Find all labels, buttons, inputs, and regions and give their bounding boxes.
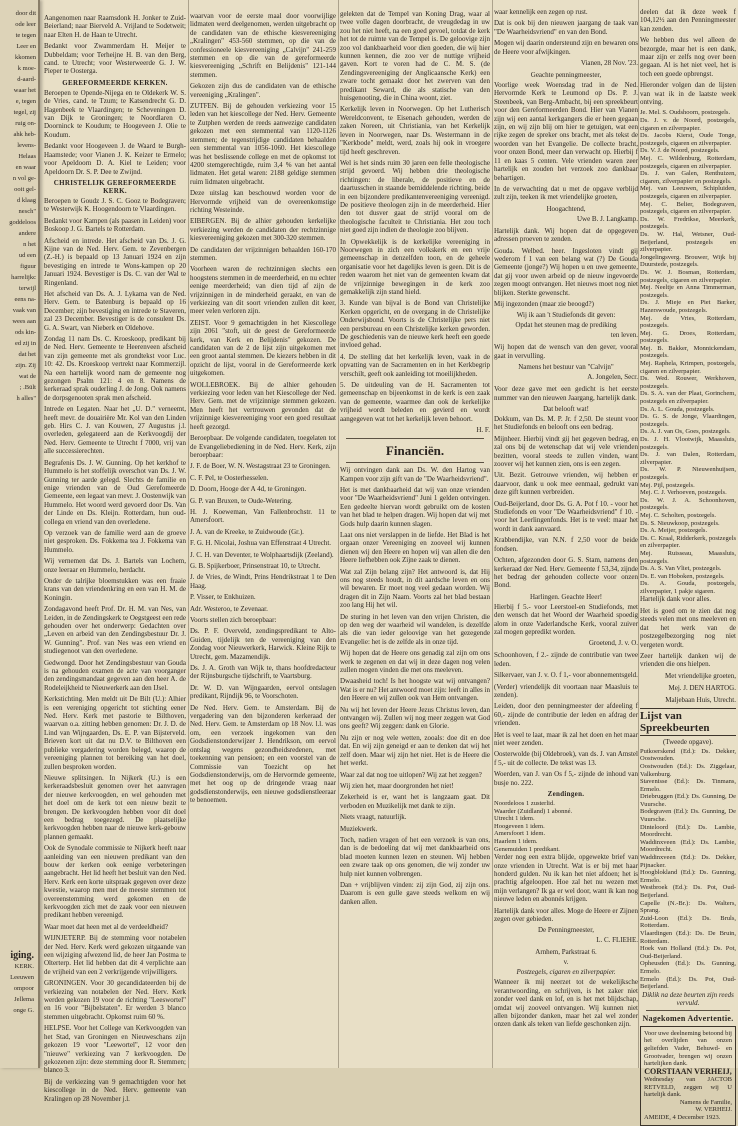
text-line: d klaag — [17, 197, 36, 204]
paragraph: Ds. J. A. Groth van Wijk te, thans hoofdredacteur der Rijnsburgsche tijdschrift, te Vaartsburg. — [190, 664, 336, 681]
separator-mark: v. — [563, 958, 569, 967]
paragraph: Dan + vrijblijven vinden: zij zijn God, zij zijn ons. Daarom is een gulle gave steeds welkom en wij danken allen. — [340, 880, 490, 906]
text-line: ruig on- — [15, 120, 36, 127]
text-line: zijn. Zij — [15, 362, 36, 369]
list-item: Ds. Jacobs Kierst, Oude Tonge, postzegels, cigaren en zilverpapier. — [640, 132, 736, 147]
list-item: Waarder (Zuidland) 1 abonné. — [494, 807, 573, 815]
paragraph: Mogen wij daarin ondersteund zijn en bewaren ons de Heere voor afwijkingen. — [494, 39, 638, 56]
text-line: ahk heb- — [13, 131, 36, 138]
list-item: Mej. C. Scholten, postzegels. — [640, 511, 717, 519]
text-line: eens na- — [14, 296, 36, 303]
text-line: Capelle (N.-Br.): Ds. Walters, Sprang. — [640, 899, 736, 915]
column-4 — [494, 0, 638, 1068]
list-item: Ds. J. v. de Noord, postzegels, cigaren en zilverpapier. — [640, 117, 736, 132]
paragraph: Ook de Synodale commissie te Nijkerk heeft naar aanleiding van een nieuwen predikant van den bouw der kerken ook eenige verbeteringen aangebracht. Het lid heeft het besluit van den Ned. Herv. Kerk een korte uitspraak gegeven over deze kwestie, waarop men met de meeste stemmen tot overeenstemming werd gekomen en de kerkvoogden zich met de zaak voor een nieuwen predikant hebben vereenigd. — [44, 844, 186, 920]
paragraph: J. de Vries, de Windt, Prins Hendrikstraat 1 te Den Haag. — [190, 573, 336, 590]
divider — [346, 462, 484, 463]
paragraph: Het is veel te laat, maar ik zal het doen en het maar niet weer zenden. — [494, 730, 638, 747]
text-line: goddeloos — [9, 219, 36, 226]
paragraph: Zeer hartelijk danken wij de vrienden die ons hielpen. — [640, 651, 736, 669]
list-item: Ds. A. L. Gouda, postzegels. — [640, 405, 715, 413]
section-subheading: Zendingen. — [547, 790, 585, 799]
text-line: Opheusden (Ed.): Ds. Gunning, Ermelo. — [640, 960, 736, 975]
paragraph: Onder de talrijke bloemstukken was een fraaie krans van den vriendenkring en een van H. M. de Koningin. — [44, 576, 186, 602]
text-line: ed zij in — [15, 340, 36, 347]
list-item: Ds. A. Meijer, postzegels. — [640, 527, 708, 535]
text-line: door dit — [15, 10, 36, 17]
text-line: Ermelo (Ed.): Ds. Pot, Oud-Beijerland. — [640, 975, 736, 991]
paragraph: Gekozen zijn dus de candidaten van de ethische vereeniging „Kralingen". — [190, 82, 336, 99]
paragraph: Kerkelijk leven in Noorwegen. Op het Lutherisch Wereldconvent, te Eisenach gehouden, werden de zaken Noreen, uit Christiania, van het Kerkelijk leven in Noorwegen, naar Ds. Westermann in de "Kerkbode" meldt, werd, zoals hij ook in vroegere tijd heeft geschreven. — [340, 105, 490, 156]
address: Arnhem, Parkstraat 6. — [535, 948, 597, 957]
list-item: Ds. S. A. van der Plaat, Gorinchem, postzegels en zilverpapier. — [640, 390, 736, 406]
subheading-postzegels: Postzegels, cigaren en zilverpapier. — [516, 968, 616, 977]
paragraph: Bedankt voor Hoogeveen J. de Waard te Burgh-Haamstede; voor Vianen J. K. Keizer te Ermelo; voor Apeldoorn D. A. Kiel te Leiden; voor Apeldoorn Dr. S. P. Dee te Zwijnd. — [44, 142, 186, 176]
text-line: Leer en — [16, 43, 36, 50]
verse-line: ten leven. — [610, 331, 638, 340]
paragraph: Waar moet dat heen met al de verdeeldheid? — [44, 922, 169, 931]
paragraph: Wij hopen dat de wensch van den gever, vooral gaat in vervulling. — [494, 343, 638, 360]
text-line: dat het — [18, 351, 36, 358]
paragraph: Wij vernemen dat Ds. J. Bartels van Lochem, onze leeraar en Hummelo, herdacht. — [44, 557, 186, 574]
text-line: e, tegen — [15, 98, 36, 105]
paragraph: Kerkstichting. Men meldt uit De Bilt (U.): Alhier is een vereniging opgericht tot stichting eener Ned. Herv. Kerk met pastorie te Bilthoven, waarvan o.a. zitting hebben genomen: Dr. J. D. de Lind van Wijngaarden, Ds. E. P. van Bijsterveld. Brieven kort uit dat nu D.V. te Bilthoven een publieke vergadering worden belegd, waarop de vereeniging plannen tot bereiking van het doel, zullen besproken worden. — [44, 695, 186, 771]
salutation: Geachte penningmeester, — [530, 71, 602, 80]
list-item: Mej. Raphela, Krimpen, postzegels, cigaren en zilverpapier. — [640, 360, 736, 375]
paragraph: Beroepen te Goudz J. S. C. Gooz te Bodegraven; te Westerwijk K. Hoogendoorn te Vlaardingen. — [44, 196, 186, 214]
text-line: Leeuwen — [10, 974, 34, 981]
text-line: harrelijkc — [11, 274, 36, 281]
text-line: wees aan — [12, 318, 36, 325]
spreekbeurten-list — [640, 748, 736, 991]
paragraph: Voorlige week Woensdag trad in de Ned. Hervormde Kerk te Leumond op Ds. P. J. Steenbeek, van Berg-Ambacht, bij een spreekbeurt voor den Gereformeerden Bond. Hier van Vianen zijn wij een aantal kerkgangers die er heen gegaan zijn, en wij zijn blij om hier te getuigen, wat een rijke zegen de spreker ons bracht, met als tekst de woorden van het Evangelie. De collecte bracht, voor onzen Bond, meer dan verwacht op. Hierbij f 11 en kaas 5 centen. Vele vrienden waren zeer hartelijk en zouden het verzoek zoo dankbaar behartigen. — [494, 81, 638, 182]
list-item: Mej. B. Bakker, Monnickendam, postzegels. — [640, 344, 736, 360]
list-item: Mej. Ruisseau, Maassluis, postzegels. — [640, 549, 736, 565]
text-line: Hoogblokland (Ed.): Ds. Gunning, Ermelo. — [640, 869, 736, 884]
list-item: Ds. V. J. de Noord, postzegels. — [640, 147, 720, 155]
paragraph: waarvan voor de eerste maal door voorwijlige lidmaten werd deelgenomen, werden uitgebracht op de candidaten van de ethische kiesvereeniging „Kralingen" 453-560 stemmen, op die van de confessioneele kiesvereeniging „Calvijn" 241-259 stemmen en op die van de gereformeerde kiesvereeniging „Schrift en Belijdenis" 121-144 stemmen. — [190, 12, 336, 79]
paragraph: Schoonhoven, f 2.- zijnde de contributie van twee leden. — [494, 651, 638, 668]
advertisement-signoff: Namens de Familie, — [679, 1098, 732, 1106]
paragraph: In de verwachting dat u met de opgave verblijd zult zijn, teeken ik met vriendelijke groeten, — [494, 184, 638, 202]
list-item: Ds. W. J. Bosman, Rotterdam, postzegels, cigaren en zilverpapier. — [640, 268, 736, 284]
list-item: Ds. J. van Galen, Renthuizen, cigaren, zilverpapier en postzegels. — [640, 170, 736, 185]
paragraph: Oud-Beijerland, door Ds. G. A. Pot f 10. - voor het Studiefonds en voor "De Waarheidsvriend" f 10. - voor het Leerlingenfonds. Het is te veel: maar het wordt in dank aanvaard. — [494, 499, 638, 533]
list-item: Mej. Pijl, postzegels. — [640, 481, 695, 489]
signature: A. Jongelen, Secr. — [587, 373, 638, 382]
text-line: Jellema — [14, 996, 34, 1003]
text-line: terwijl — [19, 285, 36, 292]
paragraph: G. B. Spijkerboer, Prinsenstraat 10, te Utrecht. — [190, 561, 321, 570]
paragraph: Muziekwerk. — [340, 824, 378, 833]
list-item: Ds. Wed. Rouwer, Werkhoven, postzegels. — [640, 375, 736, 390]
text-line: ooit gel- — [14, 186, 36, 193]
list-item: Ds. W. P. Nieuwenhuijsen, postzegels. — [640, 466, 736, 481]
spreekbeurten-heading: Lijst van Spreekbeurten — [640, 708, 736, 736]
advertisement-text: Wednesday van JACTOB RETVELD, zeggen wij U hartelijk dank. — [644, 1076, 732, 1099]
paragraph: Ochten, afgezonden door G. S. Stam, namens den kerkeraad der Ned. Herv. Gemeente f 53,34, zijnde het bedrag der gehouden collecte voor onzen Bond. — [494, 556, 638, 590]
paragraph: Voor deze gave met een gedicht is het eerste nummer van den nieuwen Jaargang, hartelijk dank. — [494, 385, 638, 402]
column-5 — [640, 0, 736, 1122]
address: Maljebaan Huis, Utrecht. — [665, 695, 736, 704]
text-line: Dinteloord (Ed.): Ds. Lambie, Moordrecht. — [640, 823, 736, 839]
spreekbeurten-footnote: Diklik na deze beurten zijn reeds vervuld. — [642, 990, 734, 1007]
verse-line: Opdat het steunen mag de prediking — [515, 321, 617, 330]
paragraph: Beroepen te Opende-Nijega en te Oldekerk W. S. de Vries, cand. te Tzum; te Katsendrecht G. D. Hagenbeek te Vlaardingen; te Scheveningen D. van Dijk te Groningen; te Noordlaren O. Doorninck te Koudum; te Hoogeveen J. Olie te Koudum. — [44, 88, 186, 139]
column-2 — [190, 0, 336, 1068]
section-heading-financien: Financiën. — [385, 443, 445, 459]
text-line: Waddinxveen (Ed.): Ds. Dekker, Pijnacker. — [640, 854, 736, 869]
text-line: Oostwouden (Ed.): Ds. Ziggelaar, Valkenburg. — [640, 762, 736, 778]
paragraph: Beroepbaar. De volgende candidaten, toegelaten tot de Evangeliebediening in de Ned. Herv. Kerk, zijn beroepbaar: — [190, 434, 336, 459]
paragraph: J. F. de Boer, W. N. Westagstraat 23 te Groningen. — [190, 462, 331, 471]
text-line: tegel, zij — [13, 109, 36, 116]
paragraph: We hebben dus wel alleen de bezorgde, maar het is een dank, maar zijn er zelfs nog over been gegaan. Al is het niet veel, het is toch een goede opbrengst. — [640, 36, 736, 78]
list-item: Mej. C. Wildenburg, Rotterdam, postzegels, cigaren en zilverpapier. — [640, 155, 736, 170]
signature: Groetend, J. v. O. — [588, 639, 638, 648]
paragraph: Ds. P. F. Overveld, zendingspredikant te Alto-Guiden, tijdelijk ten de vereeniging van den Zondag voor Nieuwerkerk, Harwick. Kleine Rijk te Utrecht, gem. Mazamendijk. — [190, 627, 336, 661]
paragraph: Het is goed om te zien dat nog steeds velen met ons meeleven en dat het werk van de postzegelbezorging nog niet vergeten wordt. — [640, 606, 736, 649]
list-item: Ds. W. Hal, Wetsner, Oud-Beijerland, postzegels en zilverpapier. — [640, 230, 736, 254]
signature: Uwe B. J. Langkamp. — [576, 214, 638, 223]
text-line: Hoek van Holland (Ed.): Ds. Pot, Oud-Beijerland. — [640, 945, 736, 960]
list-item: Mej. C. Belier, Bodegraven, postzegels, cigaren en zilverpapier. — [640, 200, 736, 216]
text-line: waar het — [13, 87, 36, 94]
paragraph: Deze uitslag kan beschouwd worden voor de Hervormde vrijheid van de overeenkomstige richting Westeinde. — [190, 189, 336, 214]
text-line: Putkoerskend (Ed.): Ds. Dekker, Oostwouden. — [640, 747, 736, 763]
paragraph: GRONINGEN. Voor 30 gecandidateerden bij de verkiezing van notabelen der Ned. Herv. Kerk werden gekozen 19 voor de richting "Leeswortel" en 16 voor "Bijbelstaten". Er werden 3 blanco stemmen uitgebracht. Opkomst ruim 60 %. — [44, 979, 186, 1021]
text-line: Waddinxveen (Ed.): Ds. Lambie, Moordrecht. — [640, 838, 736, 854]
paragraph: Silkervaer, van J. v. O. f 1,- voor abonnementsgeld. — [494, 671, 638, 680]
paragraph: Nu zijn er nog vele wetten, zooals: doe dit en doe dat. En wij zijn geneigd er aan te denken dat wij het zelf doen. Maar wij zijn het niet. Het is de Heere die het werkt. — [340, 733, 490, 768]
paragraph: Mijnheer. Hierbij vindt gij het gegeven bedrag, en zal ons bij de wetenschap dat wij vele vrienden bezitten, vooral steeds te zullen vinden, want zoover wij het kunnen zien, ons is een zegen. — [494, 434, 638, 469]
list-item: Ds. W. Fredrikse, Meerkerk, postzegels. — [640, 215, 736, 231]
text-line: Driebruggen (Ed.): Ds. Gunning, De Vuursche. — [640, 793, 736, 808]
list-item: Genemuiden 1 predikant. — [494, 845, 560, 853]
paragraph: P. Visser, te Enkhuizen. — [190, 593, 256, 602]
paragraph: Niets vraagt, natuurlijk. — [340, 813, 407, 822]
list-item: Mej. G. Droes, Rotterdam, postzegels. — [640, 329, 736, 345]
spreekbeurten-subheading: (Tweede opgave). — [662, 737, 714, 746]
list-item: Ds. A. J. van Os, Goes, postzegels. — [640, 428, 731, 436]
paragraph: H. J. Koeweman, Van Fallenbrochstr. 11 te Amersfoort. — [190, 507, 336, 525]
text-line: Bodegraven (Ed.): Ds. Gunning, De Vuursche. — [640, 808, 736, 824]
text-line: Vlaardingen (Ed.): Ds. De Bruin, Rotterdam. — [640, 929, 736, 945]
text-line: levens- — [17, 142, 36, 149]
paragraph: Wij hopen dat de Heere ons genadig zal zijn om ons werk te zegenen en dat wij in deze dagen nog velen zullen mogen vinden die met ons meeleven. — [340, 649, 490, 675]
list-item: Ds. A. Gouda, postzegels, zilverpapier, 1 pakje sigaren. — [640, 580, 736, 595]
advertisement-place-date: AMEIDE, 4 December 1923. — [644, 1114, 721, 1122]
paragraph: Hierbij f 5.- voor Leerstoel-en Studiefonds, met den wensch dat het Woord der Waarheid spoedig alom in onze Vaderlandsche Kerk, vooral zuiver zal mogen gepredikt worden. — [494, 602, 638, 636]
list-item: Mej. de Vries, Rotterdam, postzegels. — [640, 314, 736, 330]
paragraph: Hartelijk dank voor alles. — [640, 595, 712, 604]
list-item: Ds. C. Kraal, Ridderkerk, postzegels en zilverpapier. — [640, 534, 736, 550]
text-line: n vol ge- — [12, 175, 36, 182]
paragraph: Oosterwolde (bij Oldebroek), van ds. J. van Amstel f 5,- uit de collecte. De tekst was 13. — [494, 750, 638, 767]
paragraph: Afscheid en intrede. Het afscheid van Ds. J. G. Kijne van de Ned. Herv. Gem. te Zevenbergen (Z.-H.) is bepaald op 13 Januari 1924 en zijn bevestiging en intrede te Wons-kampen op 20 Januari 1924. Bevestiger is Ds. C. van der Wal te Ringenland. — [44, 236, 186, 287]
text-line: figuur — [20, 263, 36, 270]
column-3 — [340, 0, 490, 1068]
paragraph: ZUTFEN. Bij de gehouden verkiezing voor 15 leden van het kiescollege der Ned. Herv. Gemeente te Zutphen werden de reeds aanwezige candidaten gekozen met een stemmental van 1120-1126 stemmen; de tegenstrijdige candidaten behaalden een stemmental van 1056-1060. Het kiescollege was het beslissende college en met de opkomst tot 4200 stemgerechtigde, ruim 3,4 % van het aantal lidmaten. Het getal waren: 2188 geldige stemmen ruim lidmaten uitgebracht. — [190, 102, 336, 186]
paragraph: 4. De stelling dat het kerkelijk leven, vaak in de opvatting van de Sacramenten en in het Kerkbegrip verschilt, geeft ook aanleiding tot moeilijkheden. — [340, 352, 490, 378]
list-item: Jongelingsverg. Brouwer, Wijk bij Duurstede, postzegels. — [640, 253, 736, 269]
remark: Dat belooft wat! — [543, 405, 589, 413]
text-line: ud een — [18, 252, 36, 259]
list-item: Ds. J. van Dalen, Rotterdam, zilverpapier. — [640, 451, 736, 466]
paragraph: Woerden, van J. van Os f 5,- zijnde de inhoud van busje no. 222. — [494, 770, 638, 787]
paragraph: EIBERGEN. Bij de alhier gehouden kerkelijke verkiezing werden de candidaten der rechtzinnige kiesvereeniging gekozen met 300-320 stemmen. — [190, 217, 336, 243]
paragraph: Zekerheid is er, want het is langzaam gaat. Dit verboden en Muzikelijk met dank te zijn. — [340, 793, 490, 810]
paragraph: Uit. Bezit. Getrouwe vrienden, wij hebben er daarvoor, dank u ook mee eenmaal, gedrukt van deze gift kunnen verbreiden. — [494, 471, 638, 497]
paragraph: Aangenomen naar Raamsdonk H. Jonker te Zuid-Beierland; naar Bierveld A. Vrijland te Sodetweit; naar Elten H. de Haan te Utrecht. — [44, 14, 186, 39]
text-line: ompoor — [13, 985, 34, 992]
paragraph: Toch, nadien vragen of het een verzoek is van ons, dan is de bedoeling dat wij met dankbaarheid ons blad moeten kunnen lezen en steunen. Wij hebben een zware taak op ons genomen, die wij zonder uw hulp niet kunnen volbrengen. — [340, 835, 490, 878]
paragraph: Voorheen waren de rechtzinnigen slechts een hoogstens stemmen in de meerderheid, en nu echter eenige meerderheid; van dien tijd af zijn de vrijzinnigen in de minderheid geraakt, en van de verkiezing van dit soort vrienden zullen dit keer, meer velen verloren zijn. — [190, 265, 336, 316]
paragraph: C. F. Pel, te Oosterhesselen. — [190, 473, 269, 482]
paragraph: 3. Kunde van bijval is de Bond van Christelijke Kerken opgericht, en de overgang in de Christelijke Onderwijsbond. Voorts is de Christelijke pers niet een persbureau en een Christelijke kerken geworden. De geschiedenis van de nieuwe kerk heeft een goede invloed gehad. — [340, 299, 490, 350]
advertisement-box — [640, 1026, 736, 1126]
paragraph: (Verder) vriendelijk dit voortaan naar Maasluis te zenden). — [494, 682, 638, 699]
paragraph: Zondagavond heeft Prof. Dr. H. M. van Nes, van Leiden, in de Zendingskerk te Oegstgeest een rede gehouden over het onderwerp: Gedachten over „Leven en arbeid van den Zendingsbestuur Dr. J. W. Gunning". Prof. van Nes was een vriend en studiegenoot van den overledene. — [44, 605, 186, 656]
paragraph: Waar zal dat nog toe uitlopen? Wij zat het zeggen? — [340, 770, 482, 779]
section-subheading: CHRISTELIJK GEREFORMEERDE KERK. — [53, 178, 177, 195]
column-1 — [44, 0, 186, 1103]
salutation: Harlingen. Geachte Heer! — [529, 592, 603, 601]
paragraph: Wat zal Zijn belang zijn? Het antwoord is, dat Hij ons nog steeds houdt, in dit aardsche leven en ons wil bewaren. Er moet nog veel gedaan worden. Wij dragen dit in Zijn Naam. Voorts zal het blad bestaan zoo lang Hij het wil. — [340, 567, 490, 610]
section-subheading: GEREFORMEERDE KERKEN. — [62, 78, 168, 87]
paragraph: Bedankt voor Kampen (als paasen in Leiden) voor Boskoop J. G. Bartels te Rotterdam. — [44, 216, 186, 234]
signature: L. C. FLIEHE. — [596, 936, 638, 945]
paragraph: Intrede en Legaten. Naar het „U. D." verneemt, heeft mevr. de douairière Mr. Kol van den Linden geb. Hirs C. J. van Kouwen, 27 Augustus j.l. overleden, gelegateerd aan de Kerkvoogdij der Ned. Herv. Gemeente te Utrecht f 7000, vrij van alle successierechten. — [44, 405, 186, 456]
dateline: Vianen, 28 Nov. '23. — [580, 59, 638, 68]
paragraph: Wij zien het, maar doorgronden het niet! — [340, 781, 454, 790]
list-item: Ds. S. Nieuwkoop, postzegels. — [640, 519, 720, 527]
paragraph: Mij ingezonden (maar zie beoogd?) — [494, 299, 594, 308]
paragraph: Nu wij het leven der Heere Jezus Christus leven, dan ontvangen wij. Zullen wij nog meer zeggen wat God ons geeft? Wij zeggen: dank en Glorie. — [340, 705, 490, 731]
text-line: h alles" — [16, 395, 36, 402]
list-item: Utrecht 1 idem. — [494, 815, 535, 823]
fold-bottom-lines — [2, 963, 36, 1015]
closing: Hoogachtend, — [546, 204, 586, 213]
paragraph: Laat ons niet verslappen in de liefde. Het Blad is het orgaan onzer Vereeniging en zooveel wij kunnen dienen wij den Heere en hopen wij van allen die den Heere liefhebben ook Zijne zaak te dienen. — [340, 530, 490, 565]
text-line: te tegen — [15, 32, 36, 39]
list-item: Ds. E. van Hoboken, postzegels. — [640, 572, 725, 580]
paragraph: Hieronder volgen dan de lijsten van wat ik in de laatste week ontving. — [640, 81, 736, 107]
list-item: Ds. J. Mieje en Piet Barker, Hazerswoude, postzegels. — [640, 299, 736, 314]
text-line: en waar — [15, 164, 36, 171]
text-line: Stavenisse (Ed.): Ds. Tinmans, Ermelo. — [640, 778, 736, 793]
divider — [346, 438, 484, 439]
paragraph: F. G. H. Nicolai, Joshua van Effenstraat 4 Utrecht. — [190, 539, 332, 548]
verse-line: Wij ik aan 't Studiefonds dit geven: — [516, 311, 616, 320]
list-item: Haarlem 1 idem. — [494, 838, 538, 845]
list-item: Noordeloos 1 zusterlid. — [494, 800, 555, 808]
paragraph: J. A. van de Kreeke, te Zuidwoude (Gr.). — [190, 527, 304, 536]
paragraph: Dat is ook bij den nieuwen jaargang de taak van "De Waarheidsvriend" en van den Bond. — [494, 19, 638, 36]
list-item: Ds. J. H. Vlootwijk, Maassluis, postzegels. — [640, 436, 736, 451]
paragraph: waar kennelijk een zegen op rust. — [494, 8, 588, 16]
paragraph: De candidaten der vrijzinnigen behaalden 160-170 stemmen. — [190, 245, 336, 262]
paragraph: Dwaasheid toch! Is het hoogste wat wij ontvangen? Wat is er nu? Het antwoord moet zijn: leeft in alles in den Heere en wij zullen ook van Hem ontvangen. — [340, 677, 490, 703]
on-behalf-line: Namens het bestuur van "Calvijn" — [518, 363, 614, 372]
fold-bottom-heading: iging. — [10, 950, 34, 961]
paragraph: Gedwongd. Door het Zendingsbestuur van Gouda is na gehouden examen de acte van voorganger den zendingsmandaat gegeven aan den heer A. de Rodeleijkheid te Nieuwerkerk aan den IJsel. — [44, 658, 186, 692]
paragraph: Nieuwe splitsingen. In Nijkerk (U.) is een kerkeraadsbesluit genomen over het aanvragen der nieuwe kerkvoogden, en wel gehouden met het doel om de kerk tot een nieuw bezit te brengen. De kerkvoogden hebben voor dit doel een bedrag toegezegd. De plaatselijke kerkvoogden hebben naar de nieuwe kerk-gebouw plannen gemaakt. — [44, 773, 186, 841]
paragraph: Wanneer ik mij neerzet tot de wekelijksche verantwoording, en schrijven, is het zaker niet zonder veel dank en lof, en is het met blijdschap, omdat wij zooveel ontvangen. Wij kunnen niet allen bijzonder danken, maar het zal wel zonder onzen dank als teken van liefde geschonken zijn. — [494, 978, 638, 1029]
list-item: Ds. G. S. de Jonge, Vlaardingen, postzegels. — [640, 413, 736, 428]
paragraph: WIJNJETERP. Bij de stemming voor notabelen der Ned. Herv. Kerk werd gekozen uitgaande van een wijziging afwezend lid, de heer Jan Postma te Olterterp. Het lid hebben dat dit 4 verplichte aan de vrijheid van een 2 verkrijgende vrijwilligers. — [44, 934, 186, 976]
text-line: Westbroek (Ed.): Ds. Pot, Oud-Beijerland. — [640, 884, 736, 899]
list-item: Mej. Neeltje en Anna Timmerman, postzegels. — [640, 284, 736, 299]
divider — [646, 1010, 730, 1011]
signature: H. F. — [476, 426, 490, 435]
paragraph: Hartelijk dank voor alles. Moge de Heere er Zijnen zegen over gebieden. — [494, 906, 638, 924]
signature: Mej. J. DEN HARTOG. — [668, 683, 736, 692]
paragraph: Bij de verkiezing van 9 gemachtigden voor het kiescollege in de Ned. Herv. gemeente van Kralingen op 28 November j.l. — [44, 1077, 186, 1103]
paragraph: gelekten dat de Tempel van Koning Drag, waar al twee volle dagen doorbracht, de vreugdedag in uw zou het niet heeft, na een goed gevoel, totdat de kerk het tot de ruimte van de Tempel is. De geloovige zijn zoo vol dankbaarheid voor dien goeden, die wij hier kunnen kennen, die zoo ver de nuttige vrijheid gaven. Kort te voren had de C. M. S. (de Zendingsvereeniging der Anglicaansche Kerk) een zware tocht gemaakt door het zwerven van den predikant Seward, die als statische van den huisgenooting, die in China woont, ziet. — [340, 10, 490, 103]
paragraph: HELPSE. Voor het College van Kerkvoogden van het Stad, van Groningen en Nieuweschans zijn gekozen 19 voor "Leewortel", 12 voor den "nieuwe" verkiezing van 7 kerkvoogden. De gekozenen zijn: deze stemming door R. Stemmen; blanco 3. — [44, 1024, 186, 1075]
list-item: Ds. W. J. A. Schoonhoven, postzegels. — [640, 496, 736, 512]
text-line: n het — [23, 241, 36, 248]
paragraph: Voorts stellen zich beroepbaar: — [190, 616, 277, 624]
paragraph: Verder nog een extra blijde, opgewekte brief van onze vrienden in Utrecht. Wat is er bij met haar honderd gulden. Nu ik kan het niet afdoen; het is prachtig afgeloopen. Hoe zal het nu wezen met mijn verlangen? Ik ga er wel door, want ik kan nog nieuwe leden en abonnés krijgen. — [494, 853, 638, 904]
paragraph: Wij ontvingen dank aan Ds. W. den Hartog van Kampen voor zijn gift van de "De Waarheidsvriend". — [340, 466, 490, 483]
text-line: KERK. — [14, 963, 34, 970]
list-item: Mej. van Leeuwen, Schipluiden, postzegels, cigaren en zilverpapier. — [640, 185, 736, 200]
paragraph: 5. De uitdeuling van de H. Sacramenten tot gemeenschap en bijeenkomst in de kerk is een zaak van de gemeente, waarmee dan ook de kerkelijke vrijheid wordt beleden en gevierd en wordt aangegeven wat tot het kerkelijk leven behoort. — [340, 381, 490, 423]
paragraph: Zondag 11 nam Ds. C. Kroeskoop, predikant bij de Ned. Herv. Gemeente te Heerenveen afscheid van zijn gemeente met als grondtekst voor Luc. 10: 42. Ds. Kroeskoop vertrekt naar Kommerzijl. Na een hartelijk woord nam de gemeente nog gezongen Psalm 121: 4 en 8. Namens de kerkeraad sprak ouderling J. de Jong. Ook namens de dorpsgenooten sprak men afscheid. — [44, 335, 186, 402]
text-line: k moe- — [17, 65, 36, 72]
list-item: Je. Mel. S. Oudshoorn, postzegels. — [640, 109, 731, 117]
text-line: d-aard- — [17, 76, 36, 83]
paragraph: Adr. Westeroo, te Zevenaar. — [190, 604, 268, 613]
advertisement-signature: W. VERHEIJ. — [695, 1106, 732, 1114]
paragraph: De Ned. Herv. Gem. te Amsterdam. Bij de vergadering van den bijzonderen kerkeraad der Ned. Herv. Gem. te Amsterdam op 18 Nov. l.l. was om, een verzoek ingekomen van den Godsdienstonderwijzer J. Hendrikson, om eervol ontslag wegens gezondheidsredenen, met toekenning van pensioen; en een voorstel van de Commissie van Toezicht op het Godsdienstonderwijs, om de Hervormde gemeente, met het oog op de dringende vraag naar godsdienstonderwijs, een nieuwe godsdienstleeraar te benoemen. — [190, 703, 336, 805]
text-line: kkomen — [15, 54, 36, 61]
paragraph: J. C. H. van Deventer, te Wolphaartsdijk (Zeeland). — [190, 550, 334, 559]
closing: Met vriendelijke groeten, — [665, 671, 736, 680]
list-item: Mej. C. J. Verhoeven, postzegels. — [640, 489, 727, 497]
paragraph: Wel is het sinds ruim 30 jaren een felle theologische strijd gevoerd. Wij hebben drie theologische richtingen: de liberale, de positieve en de daartusschen in staande bemiddelende richting, beide in een bijzondere predikantenvereeniging vereenigd. De positieve theologen zijn in de meerderheid. Hier den tot dusver gaat de strijd vooral om de theologische faculteit te Christiania. Het zou toch niet goed zijn indien de theologie zoo blijven. — [340, 158, 490, 235]
paragraph: ZEIST. Voor 9 gemachtigden in het Kiescollege zijn 2061 "stoft, uit de geest de Gereformeerde kerk, van Kerk en Belijdenis" gekozen. De candidaten van de 2 de lijst zijn uitgekomen met een groot aantal stemmen. De kiezers hebben in dit opzicht de lijst, vooral in de Gereformeerde kerk uitgekomen. — [190, 318, 336, 378]
list-item: Hoogeveen 1 idem. — [494, 822, 545, 830]
list-item: Ds. A. S. Van Vliet, postzegels. — [640, 565, 722, 573]
text-line: ods kin- — [14, 329, 36, 336]
paragraph: G. P. van Bruxen, te Oude-Wetering. — [190, 496, 293, 505]
text-line: andere — [18, 230, 36, 237]
paragraph: Het afscheid van Ds. A. J. Lykama van de Ned. Herv. Gem. te Batenburg is bepaald op 16 December; zijn bevestiging en intrede te Staveren, zal 23 December. Bevestiger is de consulent Ds. G. A. Swart, van Nieberk en Oldehove. — [44, 289, 186, 332]
paragraph: WOLLEBROEK. Bij de alhier gehouden verkiezing voor leden van het Kiescollege der Ned. Herv. Gem. met de vrijzinnige stemmen gekozen. Men heeft het vertrouwen gevonden dat de vrijzinnige kiesvereeniging voor een goed resultaat heeft gezorgd. — [190, 380, 336, 431]
paragraph: In Opwekkelijk is de kerkelijke vereeniging in Noorwegen in zich een volkskerk en een vrije gemeenschap in denzelfden toon, en de geheele organisatie voor het dagelijks leven is geen. Dit is de reden waarom het niet van de gemeenten kwam dat de vrijzinnige bewegingen in de kerk zoo gemakkelijk zijn stand hield. — [340, 237, 490, 296]
paragraph: D. Doorn, Hooge der A 4d, te Groningen. — [190, 485, 307, 494]
text-line: Helaas — [18, 153, 36, 160]
text-line: vaak van — [12, 307, 36, 314]
paragraph: Op verzoek van de familie werd aan de groeve niet gesproken. Ds. Fokkema tea J. Fokkema van Hummelo. — [44, 528, 186, 554]
paragraph: deelen dat ik deze week f 104,12½ aan den Penningmeester kan zenden. — [640, 8, 736, 33]
paragraph: Leiden, door den penningmeester der afdeeling f 60,- zijnde de contributie der leden en afdrag der vrienden. — [494, 702, 638, 728]
text-line: nesch" — [18, 208, 36, 215]
folded-previous-page — [0, 0, 40, 1068]
paragraph: Krabbendijke, van N.N. f 2,50 voor de beide fondsen. — [494, 536, 638, 553]
paragraph: Begrafenis Ds. J. W. Gunning. Op het kerkhof te Hummelo is het stoffelijk overschot van Ds. J. W. Gunning ter aarde gelegd. Slechts de familie en enige vrienden van de Oud Gerefomeerde Gemeente, een legaat van mevr. J. Oostenwijk van Hummelo. Het woord werd gevoerd door Ds. Van der Linde en Ds. Kleijn. Rotterdam, hun oud-collega en vriend van den overledene. — [44, 458, 186, 526]
text-line: ; .Bült — [19, 384, 36, 391]
list-item: Amersfoort 1 idem. — [494, 830, 546, 838]
advertisement-heading: Nagekomen Advertentie. — [642, 1013, 734, 1023]
paragraph: Dokkum, van Ds. M. P. Jr. f 2,50. De steunt voor het Studiefonds en belooft ons een bedrag. — [494, 415, 638, 432]
paragraph: Gouda. Welbed. heer. Ingesloten vindt gij wederom f 1 van een belang wat (?) De Gouda Gemeente (jonge?) Wij hopen u en uwe gemeente, dat gij voor uwen arbeid op de nieuw ingevoerde zegen moogt ontvangen. Het nieuws moet nog niet blijken. Sterkte gewenscht. — [494, 246, 638, 297]
paragraph: Bedankt voor Zwammerdam H. Meijer te Dubbeldam; voor Terheijne H. B. van den Berg, cand. te Utrecht; voor Westerweerde G. J. W. Pieper te Oosterga. — [44, 42, 186, 76]
signature-title: De Penningmeester, — [537, 926, 595, 935]
paragraph: De sturing in het leven van den vrijen Christen, die op den weg der waarheid wil wandelen, is dezelfde als die van ieder geloovige van het gezegende Evangelie: het is de zelfde als in onze tijd. — [340, 612, 490, 646]
fold-text-lines — [0, 0, 38, 403]
text-line: ode leer — [15, 21, 36, 28]
paragraph: Hartelijk dank. Wij hopen dat de opgegeven adressen proeven te zenden. — [494, 226, 638, 244]
text-line: onge G. — [13, 1007, 34, 1014]
paragraph: Het is met dankbaarheid dat wij van onze vrienden voor "De Waarheidsvriend" Juni 1 gelden ontvingen. Een gedeelte hiervan wordt gebruikt om de kosten van het blad te helpen dragen. Wij hopen dat wij met Gods hulp daarin kunnen slagen. — [340, 485, 490, 528]
text-line: Zuid-Loon (Ed.): Ds. Bruls, Rotterdam. — [640, 914, 736, 930]
text-line: wat de — [18, 373, 36, 380]
paragraph: Dr. W. D. van Wijngaarden, eervol ontslagen predikant, Rijndijk 96, te Voorschoten. — [190, 683, 336, 701]
advertisement-name: CORSTIAAN VERHEIJ, — [644, 1066, 732, 1076]
advertisement-text: Voor uwe deelneming betoond bij het overlijden van onzen geliefden Vader, Behuwd- en Grootvader, brengen wij onzen hartelijken dank. — [644, 1029, 732, 1068]
